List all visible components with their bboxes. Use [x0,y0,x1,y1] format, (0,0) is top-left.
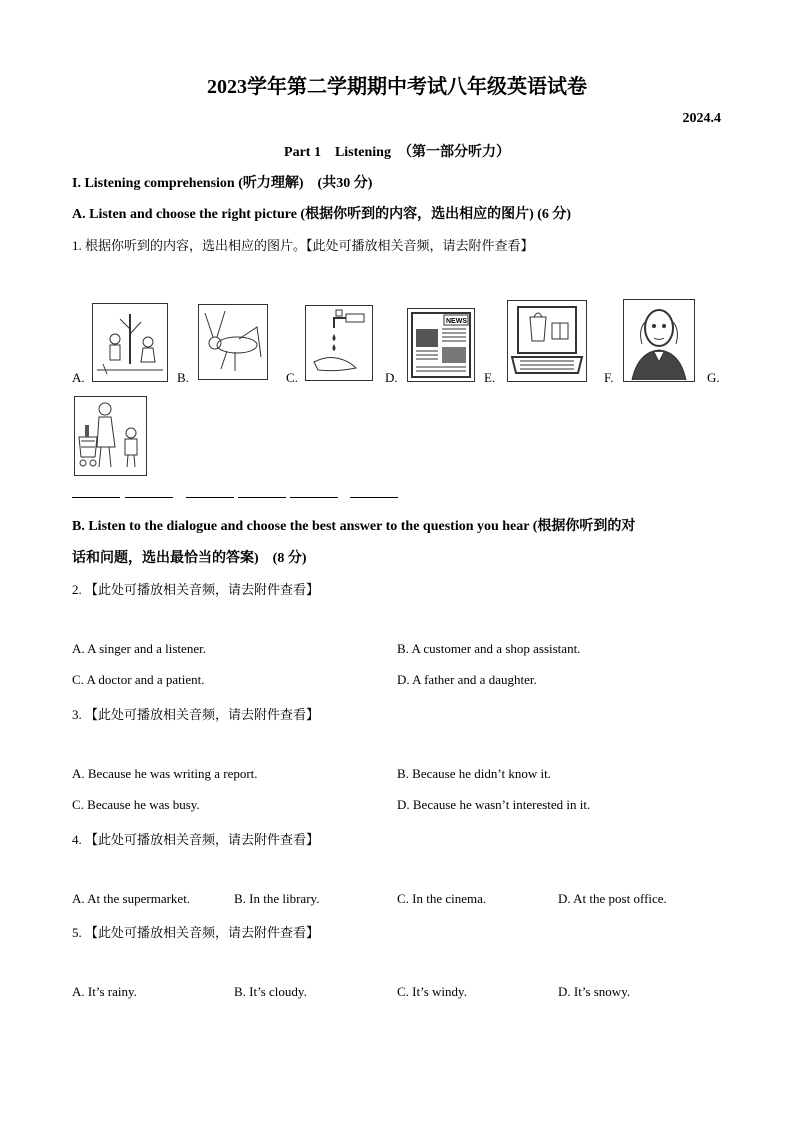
q3-option-a[interactable]: A. Because he was writing a report. [72,766,258,781]
q4-option-c[interactable]: C. In the cinema. [397,891,487,906]
q5-option-a[interactable]: A. It’s rainy. [72,984,137,999]
q4-option-b[interactable]: B. In the library. [234,891,320,906]
question-2-stem: 2. 【此处可播放相关音频，请去附件查看】 [72,582,320,597]
portrait-man-icon [623,299,695,382]
answer-blank-6[interactable] [350,497,398,498]
answer-blank-1[interactable] [72,497,120,498]
picture-label-b: B. [177,370,189,385]
newspaper-icon [407,308,475,382]
section-a-heading: A. Listen and choose the right picture (根据你听到的内容，选出相应的图片) (6 分) [72,207,572,222]
answer-blank-4[interactable] [238,497,286,498]
question-5-stem: 5. 【此处可播放相关音频，请去附件查看】 [72,925,320,940]
picture-label-a: A. [72,370,85,385]
section-b-heading-line2: 话和问题，选出最恰当的答案) (8 分) [72,551,307,566]
q4-option-d[interactable]: D. At the post office. [558,891,667,906]
exam-title: 2023学年第二学期期中考试八年级英语试卷 [207,76,587,98]
answer-blank-3[interactable] [186,497,234,498]
q5-option-d[interactable]: D. It’s snowy. [558,984,631,999]
question-4-stem: 4. 【此处可播放相关音频，请去附件查看】 [72,832,320,847]
q3-option-c[interactable]: C. Because he was busy. [72,797,200,812]
picture-label-c: C. [286,370,298,385]
picture-label-f: F. [604,370,614,385]
section-i-heading: I. Listening comprehension (听力理解) (共30 分) [72,176,373,191]
q2-option-d[interactable]: D. A father and a daughter. [397,672,537,687]
grasshopper-icon [198,304,268,380]
faucet-hand-icon [305,305,373,381]
newspaper-headline: NEWS [446,318,467,325]
q2-option-b[interactable]: B. A customer and a shop assistant. [397,641,581,656]
picture-label-e: E. [484,370,496,385]
question-1-stem: 1. 根据你听到的内容，选出相应的图片。【此处可播放相关音频，请去附件查看】 [72,238,534,253]
answer-blank-2[interactable] [125,497,173,498]
picture-label-g: G. [707,370,720,385]
mother-child-shopping-icon [74,396,147,476]
answer-blank-5[interactable] [290,497,338,498]
q2-option-a[interactable]: A. A singer and a listener. [72,641,206,656]
online-shopping-laptop-icon [507,300,587,382]
exam-date: 2024.4 [682,111,721,126]
question-3-stem: 3. 【此处可播放相关音频，请去附件查看】 [72,707,320,722]
q5-option-b[interactable]: B. It’s cloudy. [234,984,307,999]
q3-option-d[interactable]: D. Because he wasn’t interested in it. [397,797,591,812]
children-planting-tree-icon [92,303,168,382]
q3-option-b[interactable]: B. Because he didn’t know it. [397,766,551,781]
picture-label-d: D. [385,370,398,385]
part-title: Part 1 Listening （第一部分听力） [284,145,510,160]
q4-option-a[interactable]: A. At the supermarket. [72,891,191,906]
q2-option-c[interactable]: C. A doctor and a patient. [72,672,205,687]
q5-option-c[interactable]: C. It’s windy. [397,984,467,999]
section-b-heading-line1: B. Listen to the dialogue and choose the best answer to the question you hear (根据你听到的对 [72,519,636,534]
